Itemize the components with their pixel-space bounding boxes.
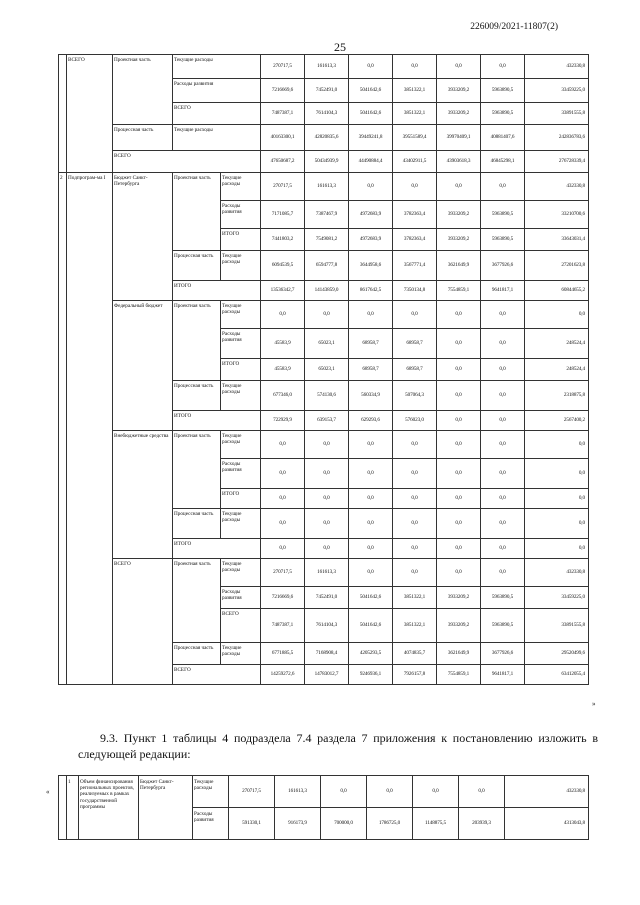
- part-cell: Проектная часть: [173, 173, 221, 251]
- value-cell: 0,0: [437, 359, 481, 381]
- value-cell: 0,0: [261, 489, 305, 509]
- total-cell: 432330,8: [525, 559, 589, 587]
- value-cell: 68958,7: [393, 329, 437, 359]
- value-cell: 0,0: [393, 509, 437, 539]
- closing-quote-mark: »: [592, 700, 596, 708]
- total-cell: 2318875,8: [525, 381, 589, 411]
- part-cell: Проектная часть: [113, 55, 173, 125]
- value-cell: 161613,3: [305, 559, 349, 587]
- total-cell: 33891555,8: [525, 609, 589, 643]
- value-cell: 0,0: [481, 173, 525, 201]
- value-cell: 65023,1: [305, 359, 349, 381]
- value-cell: 0,0: [481, 431, 525, 459]
- kind-cell: Текущие расходы: [173, 125, 261, 151]
- part-cell: ВСЕГО: [173, 665, 261, 685]
- value-cell: 5963890,5: [481, 79, 525, 103]
- source-cell: ВСЕГО: [113, 559, 173, 685]
- value-cell: 7216669,6: [261, 587, 305, 609]
- value-cell: 3782363,4: [393, 229, 437, 251]
- value-cell: 1786725,0: [367, 808, 413, 840]
- value-cell: 0,0: [367, 776, 413, 808]
- value-cell: 46845298,1: [481, 151, 525, 173]
- value-cell: 0,0: [349, 55, 393, 79]
- value-cell: 47650687,2: [261, 151, 305, 173]
- budget-cell: Бюджет Санкт-Петербурга: [113, 173, 173, 301]
- value-cell: 0,0: [393, 559, 437, 587]
- value-cell: 0,0: [305, 431, 349, 459]
- kind-cell: Текущие расходы: [221, 173, 261, 201]
- part-cell: ИТОГО: [173, 281, 261, 301]
- value-cell: 7554859,1: [437, 281, 481, 301]
- value-cell: 3933209,2: [437, 79, 481, 103]
- kind-cell: Расходы развития: [193, 808, 229, 840]
- kind-cell: ИТОГО: [221, 489, 261, 509]
- value-cell: 14259272,6: [261, 665, 305, 685]
- kind-cell: Текущие расходы: [173, 55, 261, 79]
- total-cell: 33643031,4: [525, 229, 589, 251]
- total-cell: 432330,8: [525, 55, 589, 79]
- total-cell: 276728339,4: [525, 151, 589, 173]
- value-cell: 916173,9: [275, 808, 321, 840]
- value-cell: 3933209,2: [437, 103, 481, 125]
- kind-cell: Текущие расходы: [221, 251, 261, 281]
- kind-cell: Текущие расходы: [221, 381, 261, 411]
- table-row: [59, 55, 589, 79]
- total-cell: 0,0: [525, 459, 589, 489]
- value-cell: 44490884,4: [349, 151, 393, 173]
- value-cell: 629293,6: [349, 411, 393, 431]
- value-cell: 0,0: [481, 459, 525, 489]
- value-cell: 7387467,9: [305, 201, 349, 229]
- value-cell: 5963890,5: [481, 587, 525, 609]
- value-cell: 0,0: [349, 301, 393, 329]
- value-cell: 0,0: [413, 776, 459, 808]
- value-cell: 7168908,4: [305, 643, 349, 665]
- value-cell: 5041642,6: [349, 79, 393, 103]
- name-cell: Объем финансирования региональных проектов, реализуемых в рамках государственной программы: [79, 776, 139, 840]
- value-cell: 7614104,3: [305, 609, 349, 643]
- value-cell: 161613,3: [275, 776, 321, 808]
- financing-table: [58, 54, 589, 685]
- total-cell: 432330,8: [525, 173, 589, 201]
- value-cell: 0,0: [437, 459, 481, 489]
- value-cell: 0,0: [261, 539, 305, 559]
- value-cell: 68958,7: [393, 359, 437, 381]
- value-cell: 0,0: [481, 381, 525, 411]
- value-cell: 3644958,6: [349, 251, 393, 281]
- value-cell: 3933209,2: [437, 587, 481, 609]
- total-cell: 0,0: [525, 431, 589, 459]
- value-cell: 4972683,9: [349, 201, 393, 229]
- value-cell: 0,0: [481, 301, 525, 329]
- value-cell: 68958,7: [349, 329, 393, 359]
- table-row: [59, 776, 589, 808]
- table-row: [59, 125, 589, 151]
- value-cell: 45583,9: [261, 329, 305, 359]
- kind-cell: Расходы развития: [221, 201, 261, 229]
- row-number-cell: 1: [67, 776, 79, 840]
- value-cell: 3933209,2: [437, 201, 481, 229]
- value-cell: 0,0: [437, 301, 481, 329]
- value-cell: 7350134,8: [393, 281, 437, 301]
- value-cell: 43903618,3: [437, 151, 481, 173]
- value-cell: 68958,7: [349, 359, 393, 381]
- kind-cell: Расходы развития: [221, 587, 261, 609]
- part-cell: Процессная часть: [173, 509, 221, 539]
- value-cell: 50434939,9: [305, 151, 349, 173]
- value-cell: 7452491,0: [305, 587, 349, 609]
- part-cell: ВСЕГО: [113, 151, 261, 173]
- value-cell: 0,0: [481, 489, 525, 509]
- value-cell: 0,0: [437, 55, 481, 79]
- value-cell: 0,0: [481, 329, 525, 359]
- kind-cell: ВСЕГО: [221, 609, 261, 643]
- kind-cell: ИТОГО: [221, 229, 261, 251]
- value-cell: 3851322,1: [393, 587, 437, 609]
- value-cell: 7171085,7: [261, 201, 305, 229]
- value-cell: 0,0: [481, 559, 525, 587]
- budget-cell: Бюджет Санкт-Петербурга: [139, 776, 193, 840]
- budget-cell: Внебюджетные средства: [113, 431, 173, 559]
- value-cell: 0,0: [349, 539, 393, 559]
- value-cell: 0,0: [305, 509, 349, 539]
- value-cell: 39970409,1: [437, 125, 481, 151]
- value-cell: 3782363,4: [393, 201, 437, 229]
- total-cell: 242836783,6: [525, 125, 589, 151]
- value-cell: 0,0: [349, 173, 393, 201]
- value-cell: 574130,6: [305, 381, 349, 411]
- value-cell: 576023,0: [393, 411, 437, 431]
- kind-cell: Текущие расходы: [221, 643, 261, 665]
- value-cell: 6594777,8: [305, 251, 349, 281]
- value-cell: 0,0: [393, 431, 437, 459]
- total-cell: 27201623,8: [525, 251, 589, 281]
- value-cell: 3677926,6: [481, 643, 525, 665]
- value-cell: 3677926,6: [481, 251, 525, 281]
- value-cell: 7549081,2: [305, 229, 349, 251]
- value-cell: 42820835,6: [305, 125, 349, 151]
- value-cell: 9246936,1: [349, 665, 393, 685]
- kind-cell: Расходы развития: [173, 79, 261, 103]
- value-cell: 560334,9: [349, 381, 393, 411]
- total-cell: 60844655,2: [525, 281, 589, 301]
- total-cell: 29520499,6: [525, 643, 589, 665]
- value-cell: 6771885,5: [261, 643, 305, 665]
- value-cell: 270717,5: [261, 55, 305, 79]
- total-cell: 0,0: [525, 509, 589, 539]
- value-cell: 9641817,1: [481, 665, 525, 685]
- table-row: [59, 173, 589, 201]
- value-cell: 700000,0: [321, 808, 367, 840]
- total-cell: 33210700,6: [525, 201, 589, 229]
- total-cell: 0,0: [525, 301, 589, 329]
- empty-cell: [59, 776, 67, 840]
- part-cell: Проектная часть: [173, 559, 221, 643]
- part-cell: Процессная часть: [173, 381, 221, 411]
- page-number: 25: [334, 40, 346, 54]
- amendment-paragraph: [78, 730, 598, 762]
- value-cell: 14143859,0: [305, 281, 349, 301]
- source-cell: ВСЕГО: [67, 55, 113, 173]
- value-cell: 4205293,5: [349, 643, 393, 665]
- value-cell: 0,0: [437, 489, 481, 509]
- total-cell: 33459225,0: [525, 587, 589, 609]
- value-cell: 0,0: [437, 329, 481, 359]
- value-cell: 3567771,4: [393, 251, 437, 281]
- part-cell: Процессная часть: [113, 125, 173, 151]
- value-cell: 3933209,2: [437, 609, 481, 643]
- replacement-table: [58, 775, 589, 840]
- value-cell: 0,0: [321, 776, 367, 808]
- value-cell: 0,0: [305, 459, 349, 489]
- kind-cell: Текущие расходы: [193, 776, 229, 808]
- value-cell: 0,0: [437, 509, 481, 539]
- value-cell: 8617642,5: [349, 281, 393, 301]
- value-cell: 40163300,1: [261, 125, 305, 151]
- value-cell: 161613,3: [305, 173, 349, 201]
- value-cell: 270717,5: [261, 173, 305, 201]
- document-number: 226009/2021-11807(2): [470, 22, 558, 32]
- total-cell: 33891555,8: [525, 103, 589, 125]
- total-cell: 63412055,4: [525, 665, 589, 685]
- value-cell: 5041642,6: [349, 587, 393, 609]
- value-cell: 6094539,5: [261, 251, 305, 281]
- kind-cell: Расходы развития: [221, 459, 261, 489]
- value-cell: 3851322,1: [393, 79, 437, 103]
- amendment-text: 9.3. Пункт 1 таблицы 4 подраздела 7.4 раздела 7 приложения к постановлению изложить в следующей редакции:: [78, 731, 598, 761]
- value-cell: 3851322,1: [393, 609, 437, 643]
- value-cell: 507064,3: [393, 381, 437, 411]
- budget-cell: Федеральный бюджет: [113, 301, 173, 431]
- value-cell: 7614104,3: [305, 103, 349, 125]
- value-cell: 0,0: [481, 509, 525, 539]
- value-cell: 0,0: [349, 559, 393, 587]
- total-cell: 0,0: [525, 489, 589, 509]
- value-cell: 7487387,1: [261, 103, 305, 125]
- value-cell: 0,0: [481, 359, 525, 381]
- value-cell: 0,0: [349, 431, 393, 459]
- value-cell: 203939,3: [459, 808, 505, 840]
- value-cell: 270717,5: [229, 776, 275, 808]
- total-cell: 33459225,0: [525, 79, 589, 103]
- value-cell: 7452491,0: [305, 79, 349, 103]
- value-cell: 270717,5: [261, 559, 305, 587]
- value-cell: 0,0: [437, 173, 481, 201]
- value-cell: 39551589,4: [393, 125, 437, 151]
- value-cell: 5041642,6: [349, 103, 393, 125]
- total-cell: 2567400,2: [525, 411, 589, 431]
- value-cell: 9641817,1: [481, 281, 525, 301]
- value-cell: 7926157,8: [393, 665, 437, 685]
- value-cell: 0,0: [261, 431, 305, 459]
- value-cell: 3851322,1: [393, 103, 437, 125]
- value-cell: 0,0: [437, 559, 481, 587]
- value-cell: 4972683,9: [349, 229, 393, 251]
- total-cell: 248524,4: [525, 359, 589, 381]
- value-cell: 3621649,9: [437, 643, 481, 665]
- value-cell: 0,0: [349, 459, 393, 489]
- value-cell: 0,0: [437, 381, 481, 411]
- value-cell: 722929,9: [261, 411, 305, 431]
- total-cell: 0,0: [525, 539, 589, 559]
- value-cell: 0,0: [393, 489, 437, 509]
- value-cell: 639153,7: [305, 411, 349, 431]
- value-cell: 3621649,9: [437, 251, 481, 281]
- value-cell: 0,0: [481, 55, 525, 79]
- value-cell: 0,0: [393, 301, 437, 329]
- part-cell: Проектная часть: [173, 301, 221, 381]
- value-cell: 0,0: [393, 173, 437, 201]
- value-cell: 677346,0: [261, 381, 305, 411]
- total-cell: 248524,4: [525, 329, 589, 359]
- value-cell: 0,0: [261, 509, 305, 539]
- part-cell: Процессная часть: [173, 251, 221, 281]
- value-cell: 0,0: [437, 411, 481, 431]
- table-row: [59, 559, 589, 587]
- value-cell: 4074835,7: [393, 643, 437, 665]
- value-cell: 7216669,6: [261, 79, 305, 103]
- value-cell: 0,0: [481, 539, 525, 559]
- value-cell: 0,0: [305, 301, 349, 329]
- value-cell: 0,0: [481, 411, 525, 431]
- value-cell: 0,0: [459, 776, 505, 808]
- total-cell: 432330,8: [505, 776, 589, 808]
- opening-quote-mark: «: [46, 788, 50, 796]
- value-cell: 5963890,5: [481, 103, 525, 125]
- value-cell: 40881407,6: [481, 125, 525, 151]
- value-cell: 45583,9: [261, 359, 305, 381]
- table-row: [59, 431, 589, 459]
- kind-cell: Текущие расходы: [221, 559, 261, 587]
- value-cell: 3933209,2: [437, 229, 481, 251]
- value-cell: 5963890,5: [481, 229, 525, 251]
- kind-cell: ИТОГО: [221, 359, 261, 381]
- part-cell: ИТОГО: [173, 539, 261, 559]
- value-cell: 0,0: [437, 431, 481, 459]
- value-cell: 7554859,1: [437, 665, 481, 685]
- kind-cell: Текущие расходы: [221, 509, 261, 539]
- table-row: [59, 301, 589, 329]
- value-cell: 5963890,5: [481, 609, 525, 643]
- value-cell: 591330,1: [229, 808, 275, 840]
- value-cell: 1148875,5: [413, 808, 459, 840]
- value-cell: 39449241,8: [349, 125, 393, 151]
- value-cell: 0,0: [393, 55, 437, 79]
- value-cell: 7487387,1: [261, 609, 305, 643]
- value-cell: 0,0: [305, 489, 349, 509]
- row-number-cell: [59, 55, 67, 173]
- subprogram-cell: Подпрограм-ма I: [67, 173, 113, 685]
- value-cell: 13536342,7: [261, 281, 305, 301]
- value-cell: 65023,1: [305, 329, 349, 359]
- part-cell: Процессная часть: [173, 643, 221, 665]
- value-cell: 0,0: [261, 301, 305, 329]
- kind-cell: Текущие расходы: [221, 301, 261, 329]
- value-cell: 0,0: [349, 489, 393, 509]
- value-cell: 0,0: [393, 459, 437, 489]
- value-cell: 5041642,6: [349, 609, 393, 643]
- value-cell: 0,0: [393, 539, 437, 559]
- part-cell: Проектная часть: [173, 431, 221, 509]
- part-cell: ИТОГО: [173, 411, 261, 431]
- value-cell: 0,0: [437, 539, 481, 559]
- kind-cell: ВСЕГО: [173, 103, 261, 125]
- value-cell: 161613,3: [305, 55, 349, 79]
- value-cell: 14783012,7: [305, 665, 349, 685]
- value-cell: 5963890,5: [481, 201, 525, 229]
- value-cell: 0,0: [261, 459, 305, 489]
- table-row: [59, 151, 589, 173]
- value-cell: 0,0: [305, 539, 349, 559]
- kind-cell: Текущие расходы: [221, 431, 261, 459]
- value-cell: 0,0: [349, 509, 393, 539]
- value-cell: 7441803,2: [261, 229, 305, 251]
- value-cell: 43402911,5: [393, 151, 437, 173]
- total-cell: 4313043,8: [505, 808, 589, 840]
- kind-cell: Расходы развития: [221, 329, 261, 359]
- row-number-cell: 2: [59, 173, 67, 685]
